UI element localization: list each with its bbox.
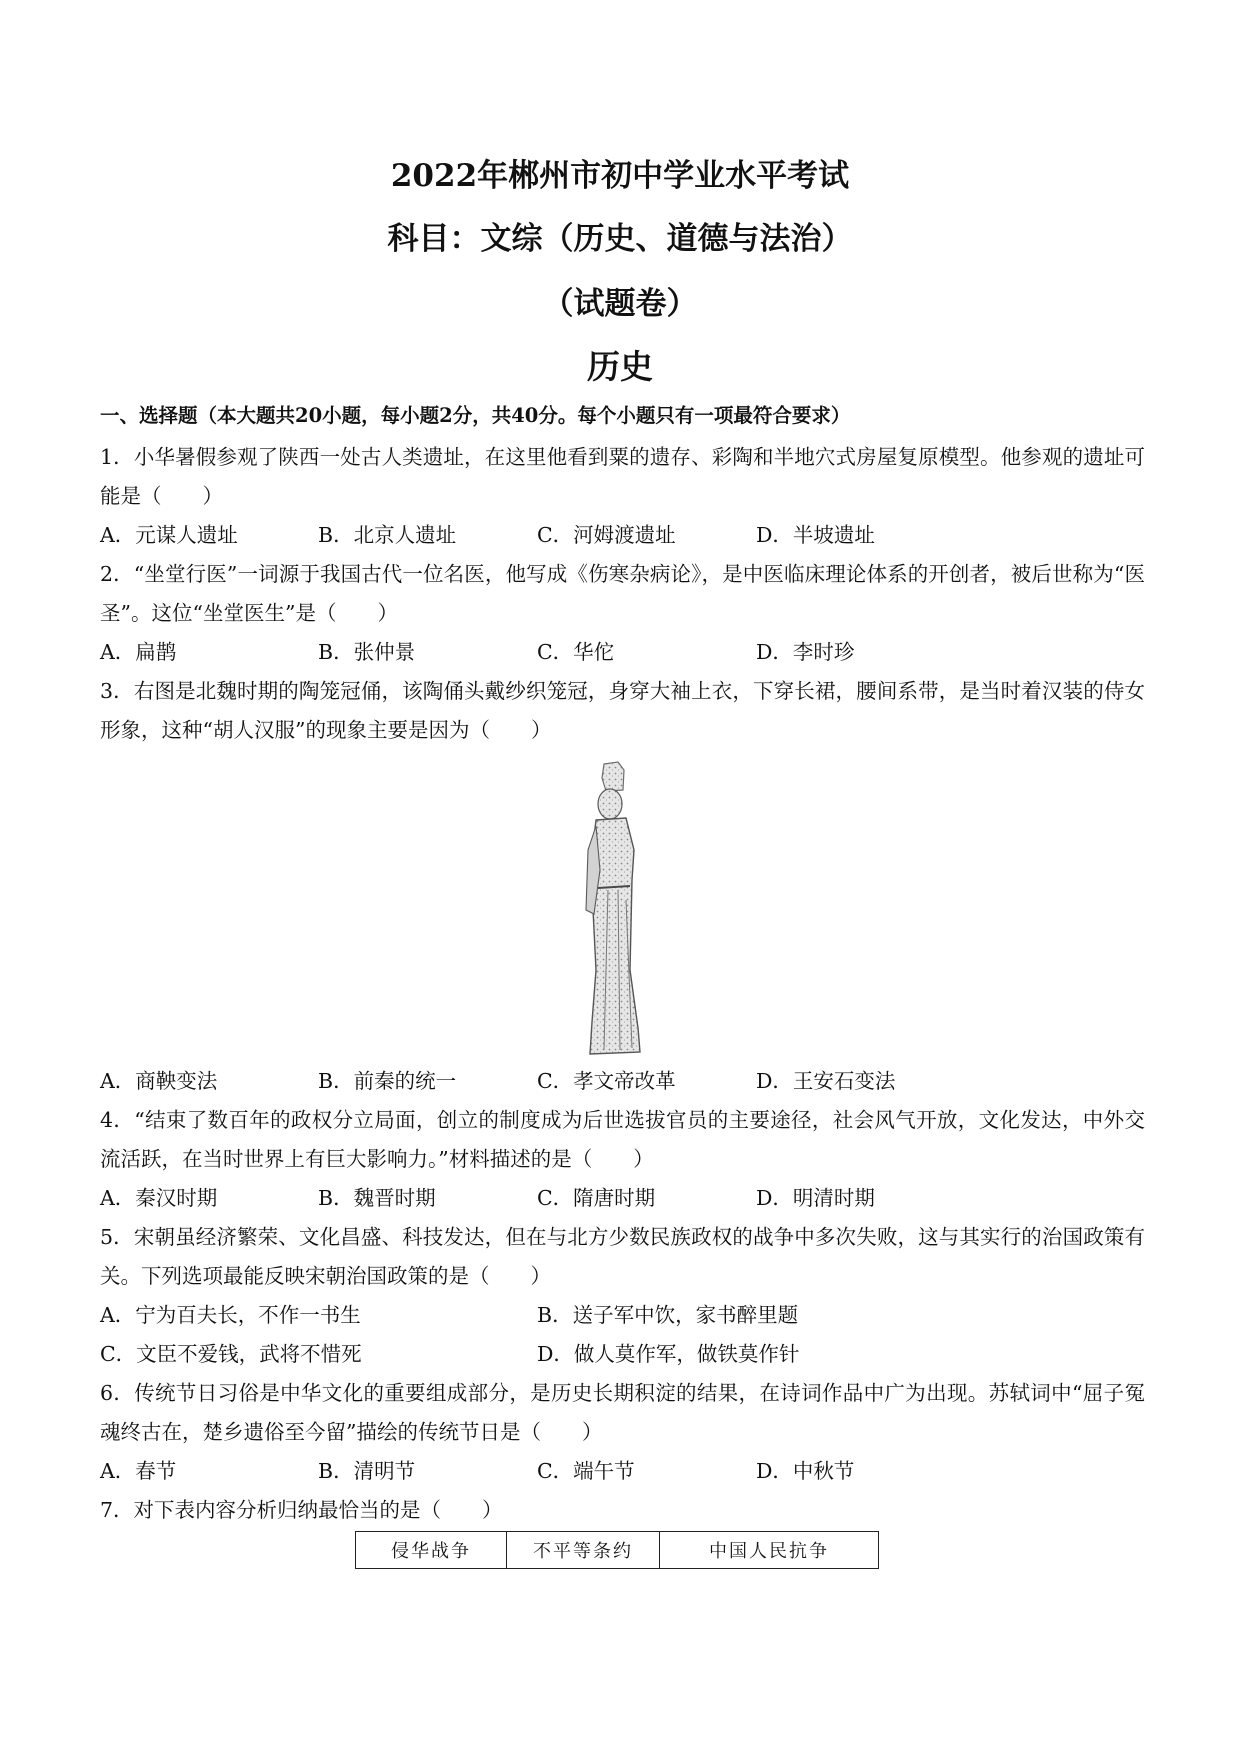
section-subject: 历史: [587, 347, 653, 386]
question-1-stem: 1．小华暑假参观了陕西一处古人类遗址，在这里他看到粟的遗存、彩陶和半地穴式房屋复原模型。他参观的遗址可能是（ ）: [100, 445, 1145, 508]
question-3-option-d: D．王安石变法: [756, 1069, 896, 1093]
question-5-option-a: A．宁为百夫长，不作一书生: [100, 1303, 361, 1327]
question-2-option-d: D．李时珍: [756, 640, 855, 664]
pottery-figurine-image: [560, 760, 670, 1060]
question-6-option-c: C．端午节: [537, 1459, 635, 1483]
question-2-option-a: A．扁鹊: [100, 640, 177, 664]
question-3-stem: 3．右图是北魏时期的陶笼冠俑，该陶俑头戴纱织笼冠，身穿大袖上衣，下穿长裙，腰间系带，是当时着汉装的侍女形象，这种“胡人汉服”的现象主要是因为（ ）: [100, 679, 1145, 742]
paper-type: （试题卷）: [542, 286, 698, 322]
question-3-options: [100, 1062, 1145, 1101]
question-2-option-b: B．张仲景: [318, 640, 416, 664]
question-6-options: [100, 1452, 1145, 1491]
question-2-option-c: C．华佗: [537, 640, 615, 664]
question-4-option-b: B．魏晋时期: [318, 1186, 436, 1210]
question-7-table: [355, 1531, 879, 1569]
question-7-stem: 7．对下表内容分析归纳最恰当的是（ ）: [100, 1498, 503, 1522]
question-6-option-a: A．春节: [100, 1459, 177, 1483]
question-3-option-c: C．孝文帝改革: [537, 1069, 676, 1093]
question-5-stem: 5．宋朝虽经济繁荣、文化昌盛、科技发达，但在与北方少数民族政权的战争中多次失败，这与其实行的治国政策有关。下列选项最能反映宋朝治国政策的是（ ）: [100, 1225, 1145, 1288]
question-3-option-a: A．商鞅变法: [100, 1069, 218, 1093]
question-6-option-d: D．中秋节: [756, 1459, 855, 1483]
question-4-option-c: C．隋唐时期: [537, 1186, 656, 1210]
question-2-stem: 2．“坐堂行医”一词源于我国古代一位名医，他写成《伤寒杂病论》，是中医临床理论体系的开创者，被后世称为“医圣”。这位“坐堂医生”是（ ）: [100, 562, 1145, 625]
question-4-options: [100, 1179, 1145, 1218]
question-4-stem: 4．“结束了数百年的政权分立局面，创立的制度成为后世选拔官员的主要途径，社会风气开放，文化发达，中外交流活跃，在当时世界上有巨大影响力。”材料描述的是（ ）: [100, 1108, 1145, 1171]
table-header-cell: 侵华战争: [356, 1532, 507, 1569]
table-header-cell: 不平等条约: [507, 1532, 660, 1569]
question-1-option-b: B．北京人遗址: [318, 523, 457, 547]
question-3-option-b: B．前秦的统一: [318, 1069, 457, 1093]
question-1-options: [100, 516, 1145, 555]
question-1-option-d: D．半坡遗址: [756, 523, 875, 547]
question-6-option-b: B．清明节: [318, 1459, 416, 1483]
exam-title: 2022年郴州市初中学业水平考试: [390, 158, 850, 194]
section-heading: 一、选择题（本大题共20小题，每小题2分，共40分。每个小题只有一项最符合要求）: [100, 404, 851, 427]
question-1-option-c: C．河姆渡遗址: [537, 523, 676, 547]
question-5-option-b: B．送子军中饮，家书醉里题: [537, 1303, 799, 1327]
question-2-options: [100, 633, 1145, 672]
question-6-stem: 6．传统节日习俗是中华文化的重要组成部分，是历史长期积淀的结果，在诗词作品中广为出现。苏轼词中“屈子冤魂终古在，楚乡遗俗至今留”描绘的传统节日是（ ）: [100, 1381, 1145, 1444]
table-row: [356, 1532, 879, 1569]
question-4-option-a: A．秦汉时期: [100, 1186, 218, 1210]
question-5-option-d: D．做人莫作军，做铁莫作针: [537, 1342, 800, 1366]
question-5-options-row-1: [100, 1296, 1145, 1335]
exam-subject: 科目：文综（历史、道德与法治）: [387, 221, 853, 257]
question-1-option-a: A．元谋人遗址: [100, 523, 238, 547]
question-5-option-c: C．文臣不爱钱，武将不惜死: [100, 1342, 362, 1366]
question-5-options-row-2: [100, 1335, 1145, 1374]
question-4-option-d: D．明清时期: [756, 1186, 875, 1210]
table-header-cell: 中国人民抗争: [660, 1532, 879, 1569]
